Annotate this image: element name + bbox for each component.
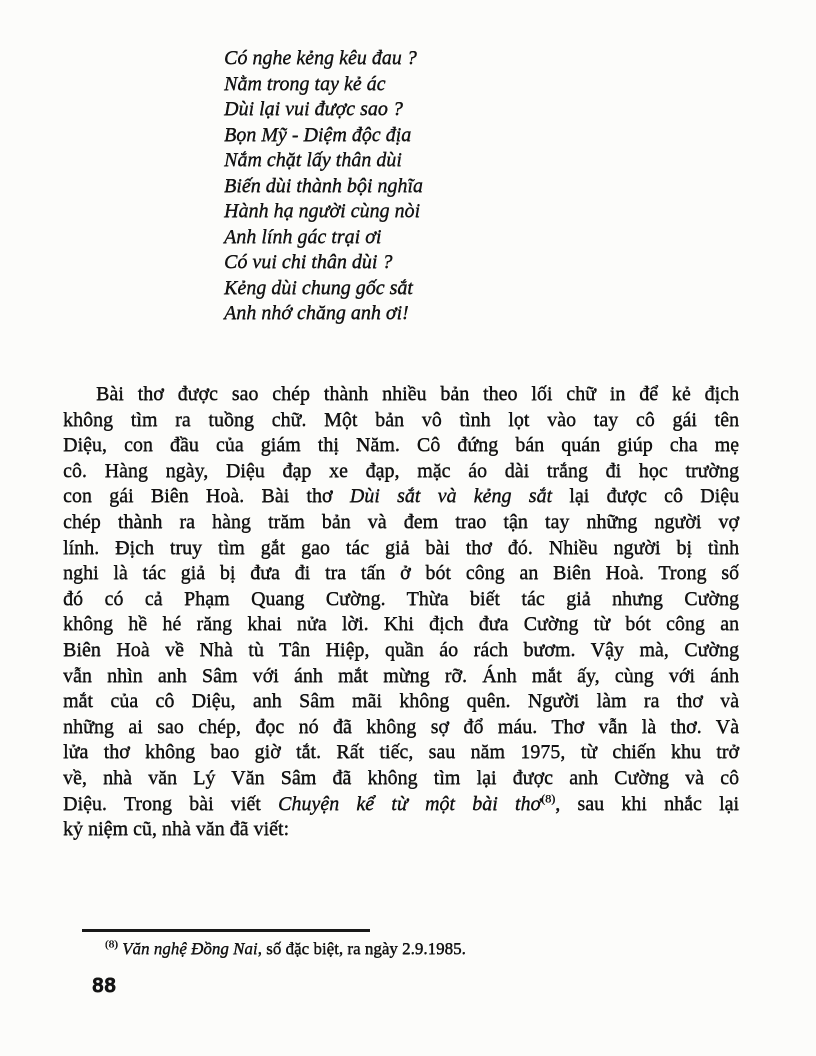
line-segment: con gái Biên Hoà. Bài thơ: [63, 485, 350, 508]
footnote-separator-rule: [82, 929, 370, 932]
poem-line: Anh nhớ chăng anh ơi!: [224, 302, 409, 324]
poem-line: Hành hạ người cùng nòi: [224, 200, 421, 222]
paragraph-line: không hề hé răng khai nửa lời. Khi địch đưa Cường từ bót công an: [63, 613, 739, 636]
paragraph-line: những ai sao chép, đọc nó đã không sợ đổ máu. Thơ vẫn là thơ. Và: [63, 715, 739, 738]
poem-line: Nằm trong tay kẻ ác: [224, 72, 386, 95]
paragraph-line: chép thành ra hàng trăm bản và đem trao tận tay những người vợ: [63, 510, 739, 533]
footnote: [82, 938, 722, 960]
poem-line: Biến dùi thành bội nghĩa: [224, 174, 423, 197]
line-segment: lại được cô Diệu: [552, 485, 740, 508]
page-number: 88: [92, 974, 117, 997]
poem-line: Bọn Mỹ - Diệm độc địa: [224, 123, 412, 146]
paragraph-line: kỷ niệm cũ, nhà văn đã viết:: [63, 818, 290, 841]
poem-line: Kẻng dùi chung gốc sắt: [224, 276, 413, 299]
poem-line: Có nghe kẻng kêu đau ?: [224, 47, 417, 69]
paragraph-line: [63, 484, 739, 510]
paragraph-line: về, nhà văn Lý Văn Sâm đã không tìm lại được anh Cường và cô: [63, 766, 739, 789]
paragraph-line: Bài thơ được sao chép thành nhiều bản theo lối chữ in để kẻ địch: [96, 383, 739, 405]
paragraph-line: không tìm ra tuồng chữ. Một bản vô tình lọt vào tay cô gái tên: [63, 408, 739, 431]
footnote-marker: (8): [105, 938, 118, 951]
poem-line: Có vui chi thân dùi ?: [224, 251, 393, 273]
paragraph-line: nghi là tác giả bị đưa đi tra tấn ở bót công an Biên Hoà. Trong số: [63, 562, 739, 585]
paragraph-line: vẫn nhìn anh Sâm với ánh mắt mừng rỡ. Ánh mắt ấy, cùng với ánh: [63, 664, 739, 687]
poem-line: Nắm chặt lấy thân dùi: [224, 149, 402, 171]
footnote-source: Văn nghệ Đồng Nai: [122, 939, 258, 958]
poem-title-inline: Dùi sắt và kẻng sắt: [349, 485, 553, 508]
article-title-inline: Chuyện kể từ một bài thơ: [277, 792, 542, 815]
paragraph-line: [63, 792, 739, 818]
paragraph-line: cô. Hàng ngày, Diệu đạp xe đạp, mặc áo dài trắng đi học trường: [63, 459, 739, 482]
paragraph-line: lửa thơ không bao giờ tắt. Rất tiếc, sau năm 1975, từ chiến khu trở: [63, 741, 739, 764]
paragraph-line: mắt của cô Diệu, anh Sâm mãi không quên. Người làm ra thơ và: [63, 690, 739, 713]
paragraph-line: lính. Địch truy tìm gắt gao tác giả bài thơ đó. Nhiều người bị tình: [63, 536, 739, 559]
footnote-reference: (8): [541, 790, 556, 805]
poem-block: [224, 46, 423, 327]
poem-line: Anh lính gác trại ơi: [224, 225, 382, 248]
line-segment: Diệu. Trong bài viết: [63, 792, 278, 815]
body-paragraph: [63, 382, 739, 843]
line-segment: , sau khi nhắc lại: [555, 792, 739, 815]
paragraph-line: Biên Hoà về Nhà tù Tân Hiệp, quần áo rách bươm. Vậy mà, Cường: [63, 638, 739, 661]
paragraph-line: Diệu, con đầu của giám thị Năm. Cô đứng bán quán giúp cha mẹ: [63, 434, 739, 457]
footnote-detail: , số đặc biệt, ra ngày 2.9.1985.: [257, 939, 466, 958]
paragraph-line: đó có cả Phạm Quang Cường. Thừa biết tác giả nhưng Cường: [63, 587, 739, 610]
poem-line: Dùi lại vui được sao ?: [224, 98, 403, 120]
